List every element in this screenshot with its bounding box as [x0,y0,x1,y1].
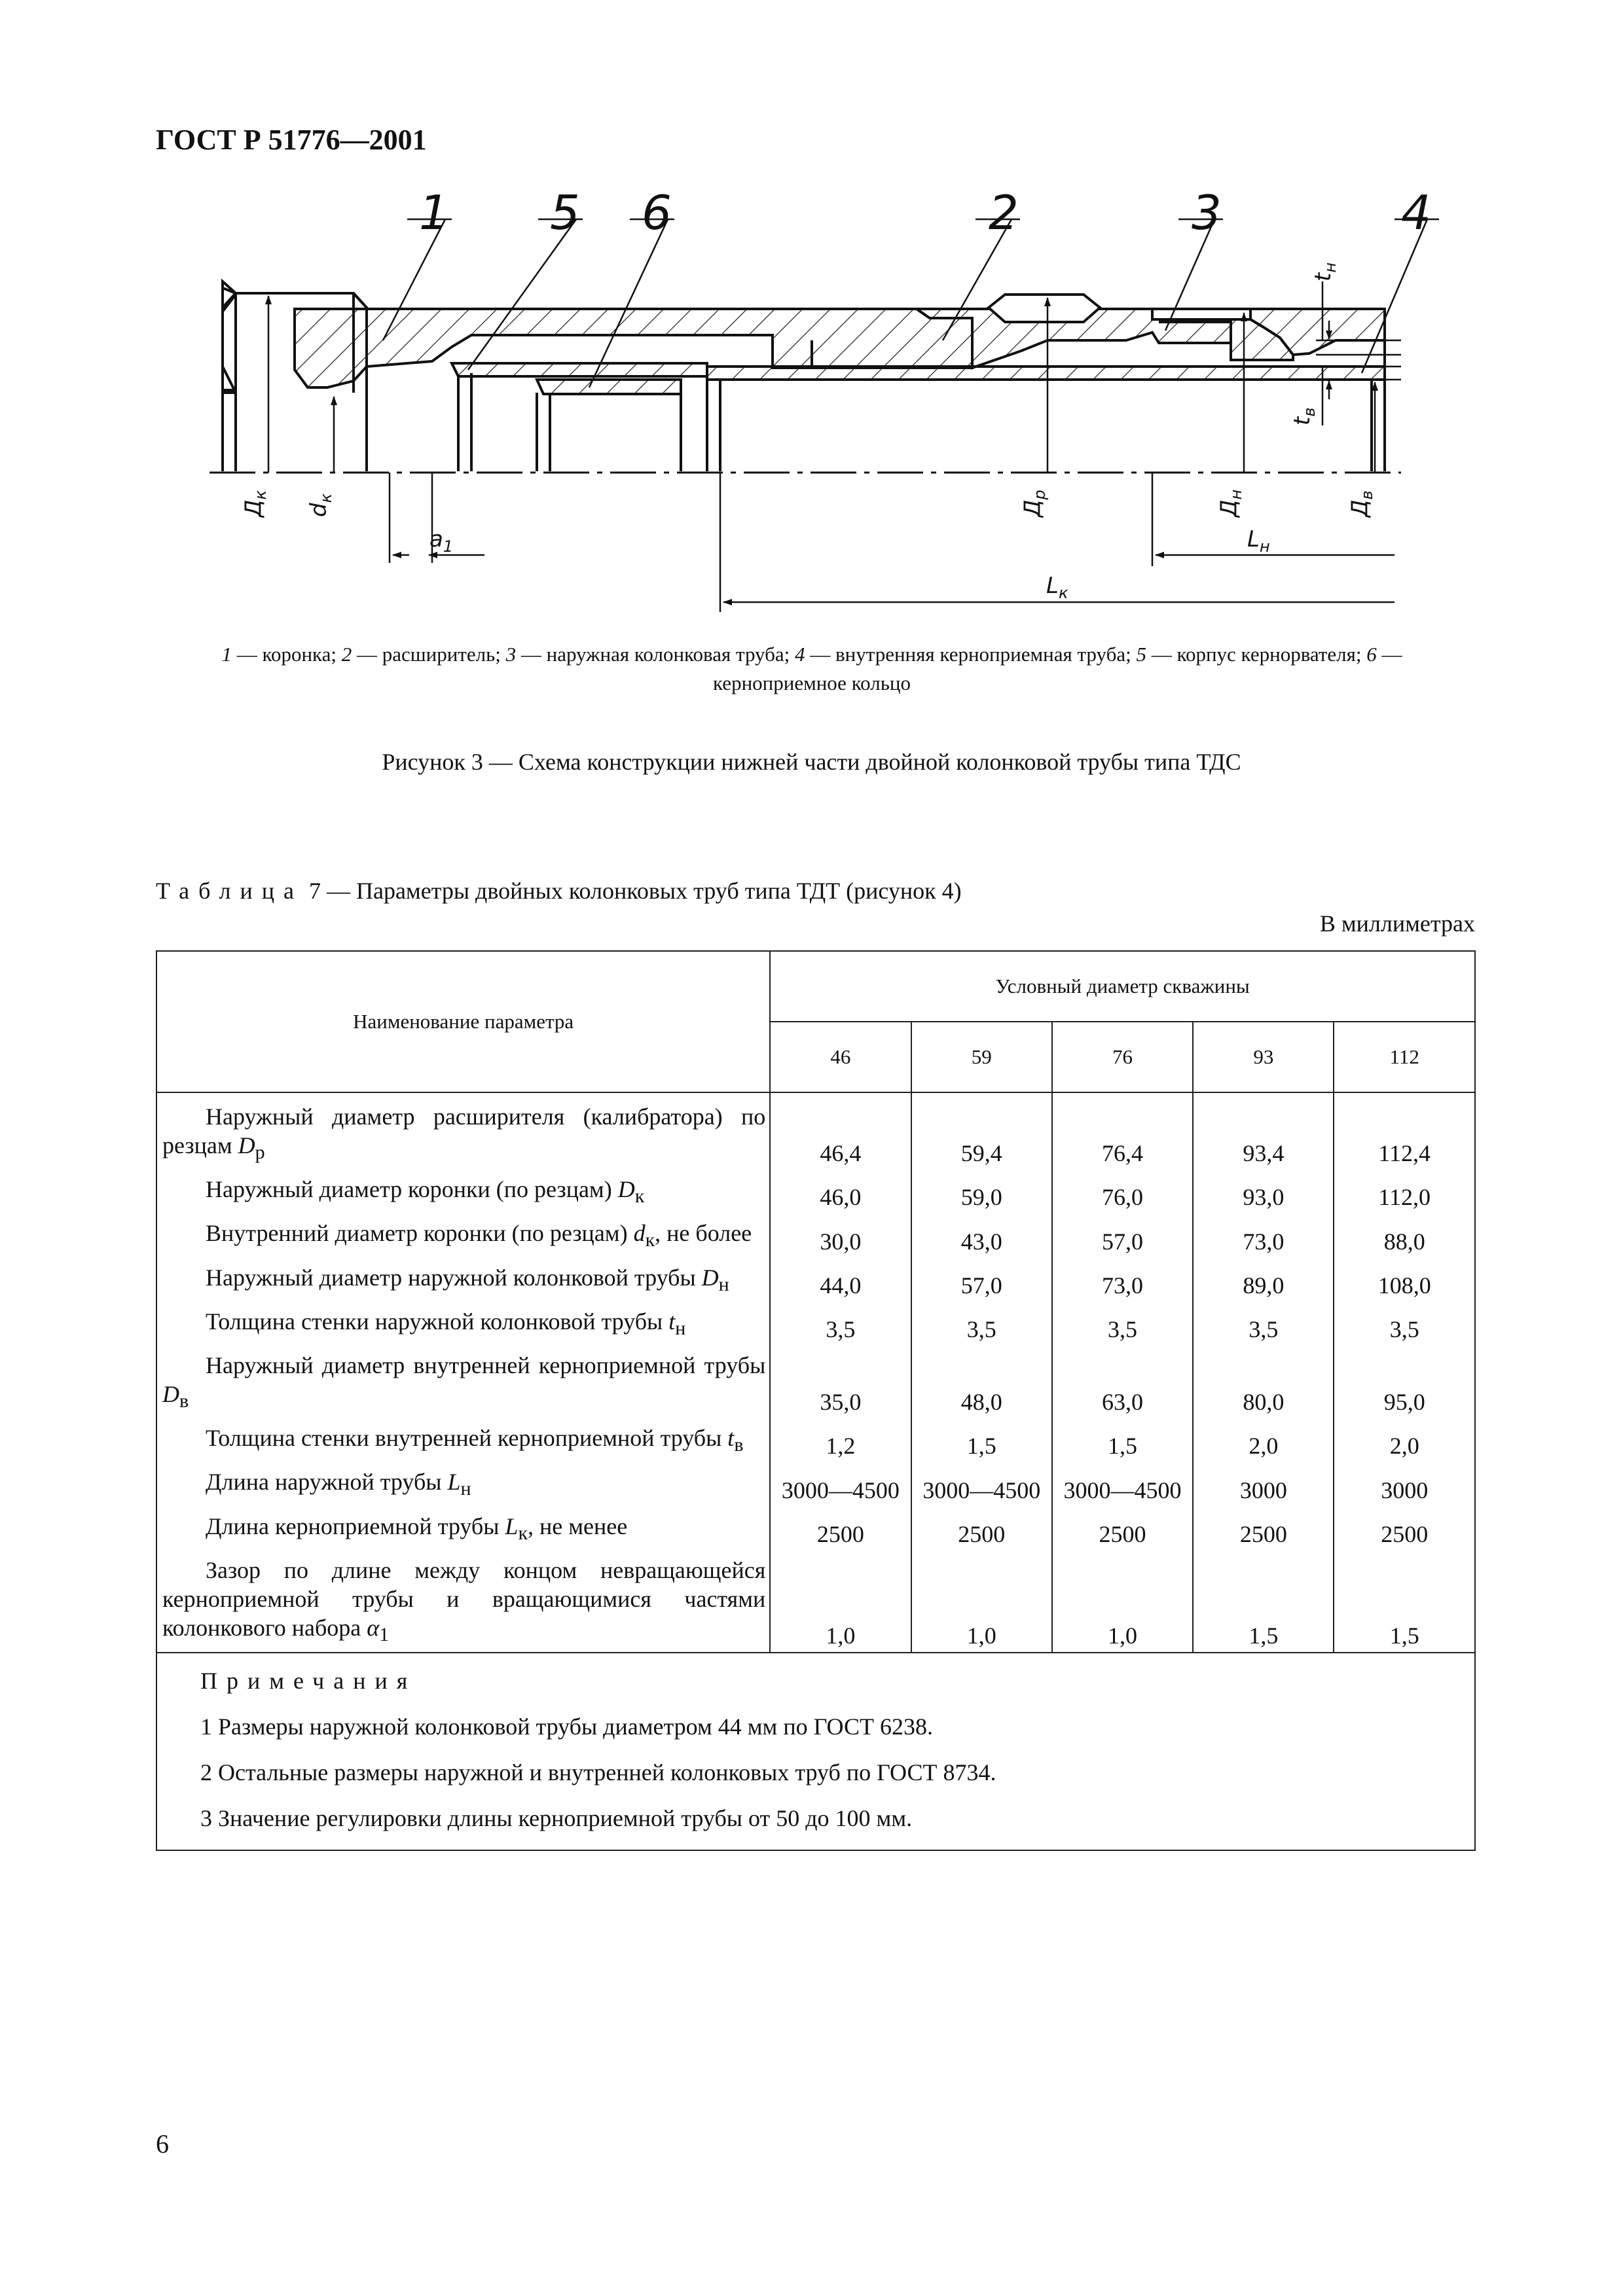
core-barrel-drawing [0,0,1623,655]
figure-caption: Рисунок 3 — Схема конструкции нижней части двойной колонковой трубы типа ТДС [382,749,1241,775]
param-value: 76,4 [1052,1092,1193,1170]
table-row [156,1551,1475,1653]
param-value: 108,0 [1334,1258,1475,1302]
header-diameter: 93 [1193,1022,1334,1092]
callout-3: 3 [1192,185,1222,240]
dim-dk: $d_к$ [306,493,335,517]
param-name: Наружный диаметр расширителя (калибратора) по резцам $D_р$ [156,1092,770,1170]
header-diameter: 112 [1334,1022,1475,1092]
dim-Dp: $Д_р$ [1019,490,1049,517]
note-item: 3 Значение регулировки длины керноприемной трубы от 50 до 100 мм. [200,1804,913,1831]
param-value: 3000—4500 [770,1462,911,1506]
param-value: 2500 [1193,1507,1334,1551]
table-row [156,1302,1475,1346]
param-name: Толщина стенки внутренней керноприемной трубы $t_в$ [156,1418,770,1462]
param-name: Наружный диаметр внутренней керноприемной трубы $D_в$ [156,1346,770,1418]
param-value: 93,0 [1193,1170,1334,1213]
table-row [156,1462,1475,1506]
param-value: 30,0 [770,1213,911,1257]
dim-a1: $a_1$ [429,526,454,556]
param-value: 1,5 [1052,1418,1193,1462]
callout-4: 4 [1401,185,1431,240]
param-value: 57,0 [1052,1213,1193,1257]
header-param: Наименование параметра [156,951,770,1092]
param-value: 3000 [1193,1462,1334,1506]
param-value: 59,0 [911,1170,1052,1213]
callout-1: 1 [419,185,449,240]
notes-title: Примечания [200,1667,417,1694]
header-diameter: 76 [1052,1022,1193,1092]
param-value: 88,0 [1334,1213,1475,1257]
header-group: Условный диаметр скважины [770,951,1475,1022]
param-value: 44,0 [770,1258,911,1302]
param-value: 1,2 [770,1418,911,1462]
param-value: 48,0 [911,1346,1052,1418]
note-item: 2 Остальные размеры наружной и внутренней колонковых труб по ГОСТ 8734. [200,1759,996,1785]
param-value: 89,0 [1193,1258,1334,1302]
param-value: 73,0 [1193,1213,1334,1257]
param-value: 3000 [1334,1462,1475,1506]
table-notes [156,1653,1475,1850]
dim-Ln: $L_н$ [1247,526,1270,556]
header-diameter: 46 [770,1022,911,1092]
catcher-body [452,363,707,376]
param-name: Длина наружной трубы $L_н$ [156,1462,770,1506]
param-value: 2500 [770,1507,911,1551]
table-units: В миллиметрах [1319,910,1475,937]
table-row [156,1346,1475,1418]
param-value: 1,5 [911,1418,1052,1462]
table-row [156,1418,1475,1462]
page-number: 6 [156,2129,169,2159]
param-value: 1,0 [1052,1551,1193,1653]
table-row [156,1092,1475,1170]
param-value: 2500 [1334,1507,1475,1551]
table-caption: Таблица 7 — Параметры двойных колонковых труб типа ТДТ (рисунок 4) [156,878,962,904]
parameters-table [156,950,1476,1851]
callout-5: 5 [550,185,580,240]
param-name: Толщина стенки наружной колонковой трубы $t_н$ [156,1302,770,1346]
note-item: 1 Размеры наружной колонковой трубы диаметром 44 мм по ГОСТ 6238. [200,1713,933,1740]
table-row [156,1213,1475,1257]
param-value: 80,0 [1193,1346,1334,1418]
param-value: 1,5 [1334,1551,1475,1653]
param-value: 46,0 [770,1170,911,1213]
table-row [156,1258,1475,1302]
dim-Lk: $L_к$ [1046,573,1068,602]
dim-tb: $t_в$ [1289,407,1319,425]
param-value: 1,0 [770,1551,911,1653]
header-diameter: 59 [911,1022,1052,1092]
param-value: 73,0 [1052,1258,1193,1302]
param-value: 3,5 [1334,1302,1475,1346]
core-ring [537,380,681,394]
param-value: 57,0 [911,1258,1052,1302]
figure-legend: 1 — коронка; 2 — расширитель; 3 — наружная колонковая труба; 4 — внутренняя керноприемная труба; 5 — корпус кернорвателя; 6 — керноприемное кольцо [221,643,1402,694]
dim-Dn: $Д_н$ [1216,489,1245,517]
param-value: 46,4 [770,1092,911,1170]
callout-2: 2 [989,185,1019,240]
param-name: Наружный диаметр наружной колонковой трубы $D_н$ [156,1258,770,1302]
param-value: 3,5 [911,1302,1052,1346]
param-value: 2500 [1052,1507,1193,1551]
param-name: Наружный диаметр коронки (по резцам) $D_к$ [156,1170,770,1213]
param-value: 2,0 [1193,1418,1334,1462]
param-value: 112,4 [1334,1092,1475,1170]
param-value: 3,5 [1193,1302,1334,1346]
dim-Db: $Д_в$ [1347,490,1376,517]
param-value: 95,0 [1334,1346,1475,1418]
param-name: Внутренний диаметр коронки (по резцам) $d_к$, не более [156,1213,770,1257]
param-value: 63,0 [1052,1346,1193,1418]
param-value: 43,0 [911,1213,1052,1257]
param-name: Зазор по длине между концом невращающейся керноприемной трубы и вращающимися частями колонкового набора $\alpha_1$ [156,1551,770,1653]
param-value: 93,4 [1193,1092,1334,1170]
param-value: 1,5 [1193,1551,1334,1653]
table-row [156,1507,1475,1551]
param-value: 3000—4500 [1052,1462,1193,1506]
dim-tn: $t_н$ [1310,262,1340,281]
document-header: ГОСТ Р 51776—2001 [156,124,427,156]
dim-Dk: $Д_к$ [240,490,270,517]
param-value: 3,5 [770,1302,911,1346]
table-row [156,1170,1475,1213]
param-value: 35,0 [770,1346,911,1418]
param-value: 3,5 [1052,1302,1193,1346]
param-value: 3000—4500 [911,1462,1052,1506]
callout-6: 6 [642,185,672,240]
param-name: Длина керноприемной трубы $L_к$, не менее [156,1507,770,1551]
param-value: 1,0 [911,1551,1052,1653]
reamer-body [917,309,1293,368]
param-value: 2500 [911,1507,1052,1551]
param-value: 59,4 [911,1092,1052,1170]
param-value: 2,0 [1334,1418,1475,1462]
param-value: 112,0 [1334,1170,1475,1213]
param-value: 76,0 [1052,1170,1193,1213]
